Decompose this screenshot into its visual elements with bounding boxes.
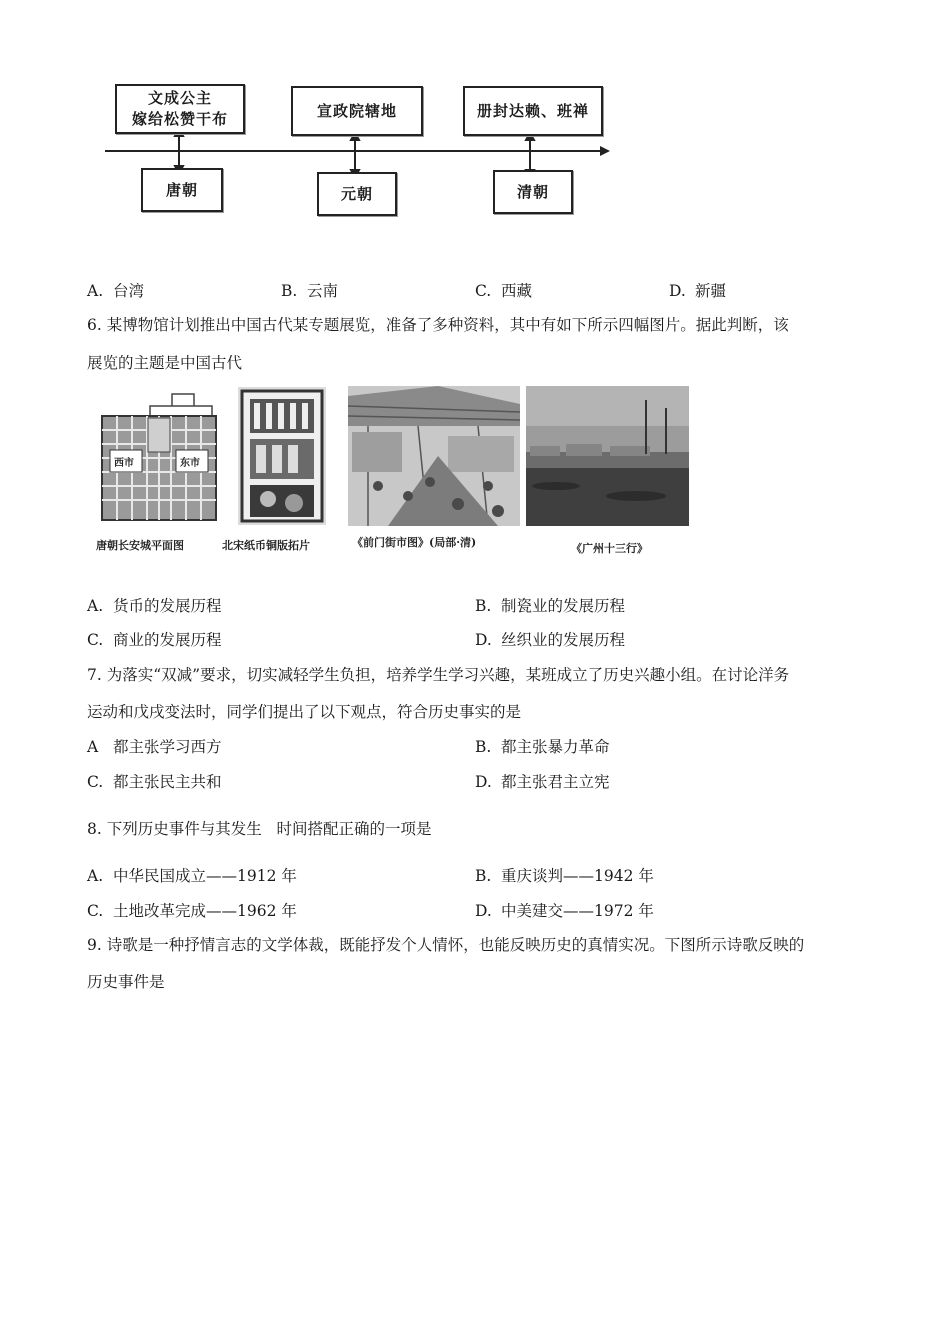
- changan-map-image: [100, 392, 218, 522]
- timeline-box-cefeng: 册封达赖、班禅: [463, 86, 603, 136]
- timeline-box-wencheng: 文成公主 嫁给松赞干布: [115, 84, 245, 134]
- q5-option-c-letter: C.: [475, 282, 492, 300]
- canton-factories-image: [526, 386, 689, 526]
- q6-stem-line1: 6. 某博物馆计划推出中国古代某专题展览，准备了多种资料，其中有如下所示四幅图片。据此判断，该: [87, 316, 789, 334]
- timeline-diagram: [95, 70, 620, 220]
- q9-stem-line1: 9. 诗歌是一种抒情言志的文学体裁，既能抒发个人情怀，也能反映历史的真情实况。下图所示诗歌反映的: [87, 936, 805, 954]
- q8-option-d-letter: D.: [475, 902, 492, 920]
- q5-option-a: 台湾: [113, 282, 145, 300]
- q6-option-d: 丝织业的发展历程: [501, 631, 626, 649]
- q5-option-b: 云南: [307, 282, 339, 300]
- q6-option-b-letter: B.: [475, 597, 492, 615]
- caption-qianmen-street: 《前门街市图》(局部·清): [352, 536, 477, 549]
- q7-option-a-letter: A: [87, 738, 99, 756]
- q7-option-a: 都主张学习西方: [113, 738, 222, 756]
- caption-canton-factories: 《广州十三行》: [571, 542, 648, 555]
- q6-stem-line2: 展览的主题是中国古代: [87, 354, 243, 372]
- q7-option-c-letter: C.: [87, 773, 104, 791]
- q7-option-c: 都主张民主共和: [113, 773, 222, 791]
- timeline-box-yuan: 元朝: [317, 172, 397, 216]
- qianmen-street-image: [348, 386, 520, 526]
- q7-option-d-letter: D.: [475, 773, 492, 791]
- song-banknote-image: [238, 387, 326, 525]
- q8-option-c: 土地改革完成——1962 年: [113, 902, 297, 920]
- caption-changan-map: 唐朝长安城平面图: [96, 539, 184, 552]
- q8-option-a: 中华民国成立——1912 年: [113, 867, 297, 885]
- q8-option-c-letter: C.: [87, 902, 104, 920]
- q5-option-c: 西藏: [501, 282, 533, 300]
- q6-option-d-letter: D.: [475, 631, 492, 649]
- q9-stem-line2: 历史事件是: [87, 973, 165, 991]
- q7-option-b: 都主张暴力革命: [501, 738, 610, 756]
- q8-option-d: 中美建交——1972 年: [501, 902, 654, 920]
- east-market-label: 东市: [180, 458, 200, 469]
- caption-song-banknote: 北宋纸币铜版拓片: [222, 539, 310, 552]
- q5-option-b-letter: B.: [281, 282, 298, 300]
- q6-option-c: 商业的发展历程: [113, 631, 222, 649]
- timeline-box-tang: 唐朝: [141, 168, 223, 212]
- timeline-box-xuanzhengyuan: 宣政院辖地: [291, 86, 423, 136]
- q7-option-b-letter: B.: [475, 738, 492, 756]
- q5-option-d: 新疆: [695, 282, 727, 300]
- q7-stem-line2: 运动和戊戌变法时，同学们提出了以下观点，符合历史事实的是: [87, 703, 522, 721]
- q8-option-b-letter: B.: [475, 867, 492, 885]
- q7-option-d: 都主张君主立宪: [501, 773, 610, 791]
- q8-option-b: 重庆谈判——1942 年: [501, 867, 654, 885]
- west-market-label: 西市: [114, 458, 134, 469]
- q6-option-a-letter: A.: [87, 597, 104, 615]
- q5-option-a-letter: A.: [87, 282, 104, 300]
- q6-option-b: 制瓷业的发展历程: [501, 597, 626, 615]
- q8-stem: 8. 下列历史事件与其发生 时间搭配正确的一项是: [87, 820, 432, 838]
- q8-option-a-letter: A.: [87, 867, 104, 885]
- q6-option-a: 货币的发展历程: [113, 597, 222, 615]
- q7-stem-line1: 7. 为落实“双减”要求，切实减轻学生负担，培养学生学习兴趣，某班成立了历史兴趣小组。在讨论洋务: [87, 666, 790, 684]
- timeline-box-qing: 清朝: [493, 170, 573, 214]
- q6-option-c-letter: C.: [87, 631, 104, 649]
- q5-option-d-letter: D.: [669, 282, 686, 300]
